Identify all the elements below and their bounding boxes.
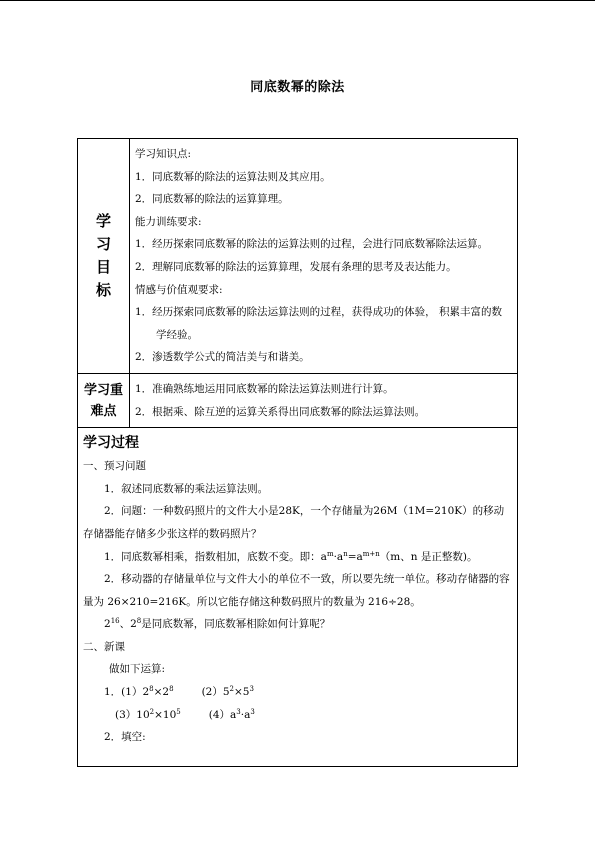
section-preview: 一、预习问题 [83,460,146,473]
ability-heading: 能力训练要求: [135,215,202,228]
ability-item: 2．理解同底数幂的除法的运算算理，发展有条理的思考及表达能力。 [135,260,457,273]
emotion-item: 1．经历探索同底数幂的除法运算法则的过程，获得成功的体验， 积累丰富的数学经验。 [135,306,503,341]
key-point-item: 2．根据乘、除互逆的运算关系得出同底数幂的除法运算法则。 [135,405,426,418]
key-point-item: 1．准确熟练地运用同底数幂的除法运算法则进行计算。 [135,382,394,395]
top-rule [0,0,595,1]
process-content [78,428,518,767]
ops-intro: 做如下运算: [109,663,166,676]
knowledge-heading: 学习知识点: [135,148,192,160]
question-3: $2^{16}$、$2^8$是同底数幂，同底数幂相除如何计算呢？ [104,617,331,631]
process-heading: 学习过程 [83,435,139,452]
answer-2: 2．移动器的存储量单位与文件大小的单位不一致，所以要先统一单位。移动存储器的容量为 26×210=216K。所以它能存储这种数码照片的数量为 216÷28。 [83,573,510,608]
goals-label: 学 习 目 标 [78,139,130,374]
goals-row [78,139,518,374]
knowledge-item: 2．同底数幂的除法的运算算理。 [135,193,289,206]
question-2: 2．问题：一种数码照片的文件大小是28K，一个存储量为26M（1M=210K）的移动存储器能存储多少张这样的数码照片？ [83,505,505,540]
key-points-content [130,373,518,427]
emotion-item: 2．渗透数学公式的简洁美与和谐美。 [135,351,310,364]
knowledge-item: 1．同底数幂的除法的运算法则及其应用。 [135,170,331,183]
fill-blank-label: 2．填空: [104,731,146,744]
key-points-row [78,373,518,427]
ops-line-1: 1．$(1)2^8\times 2^8$ $(2)5^2\times 5^3$ [104,685,254,699]
answer-1: 1．同底数幂相乘，指数相加，底数不变。即：$a^m\cdot a^n=a^{m+n}(m$、n 是正整数)。 [104,549,478,563]
goals-content [130,139,518,374]
question-1: 1．叙述同底数幂的乘法运算法则。 [104,482,269,495]
lesson-plan-table [77,138,518,767]
section-new-lesson: 二、新课 [83,640,125,653]
ops-line-2: $(3)10^2\times 10^5$ $(4)a^3\cdot a^3$ [115,707,255,721]
ability-item: 1．经历探索同底数幂的除法的运算法则的过程，会进行同底数幂除法运算。 [135,238,489,251]
page-title: 同底数幂的除法 [250,80,345,95]
emotion-heading: 情感与价值观要求: [135,283,223,296]
key-points-label: 学习重 难点 [78,373,130,427]
process-row [78,428,518,767]
